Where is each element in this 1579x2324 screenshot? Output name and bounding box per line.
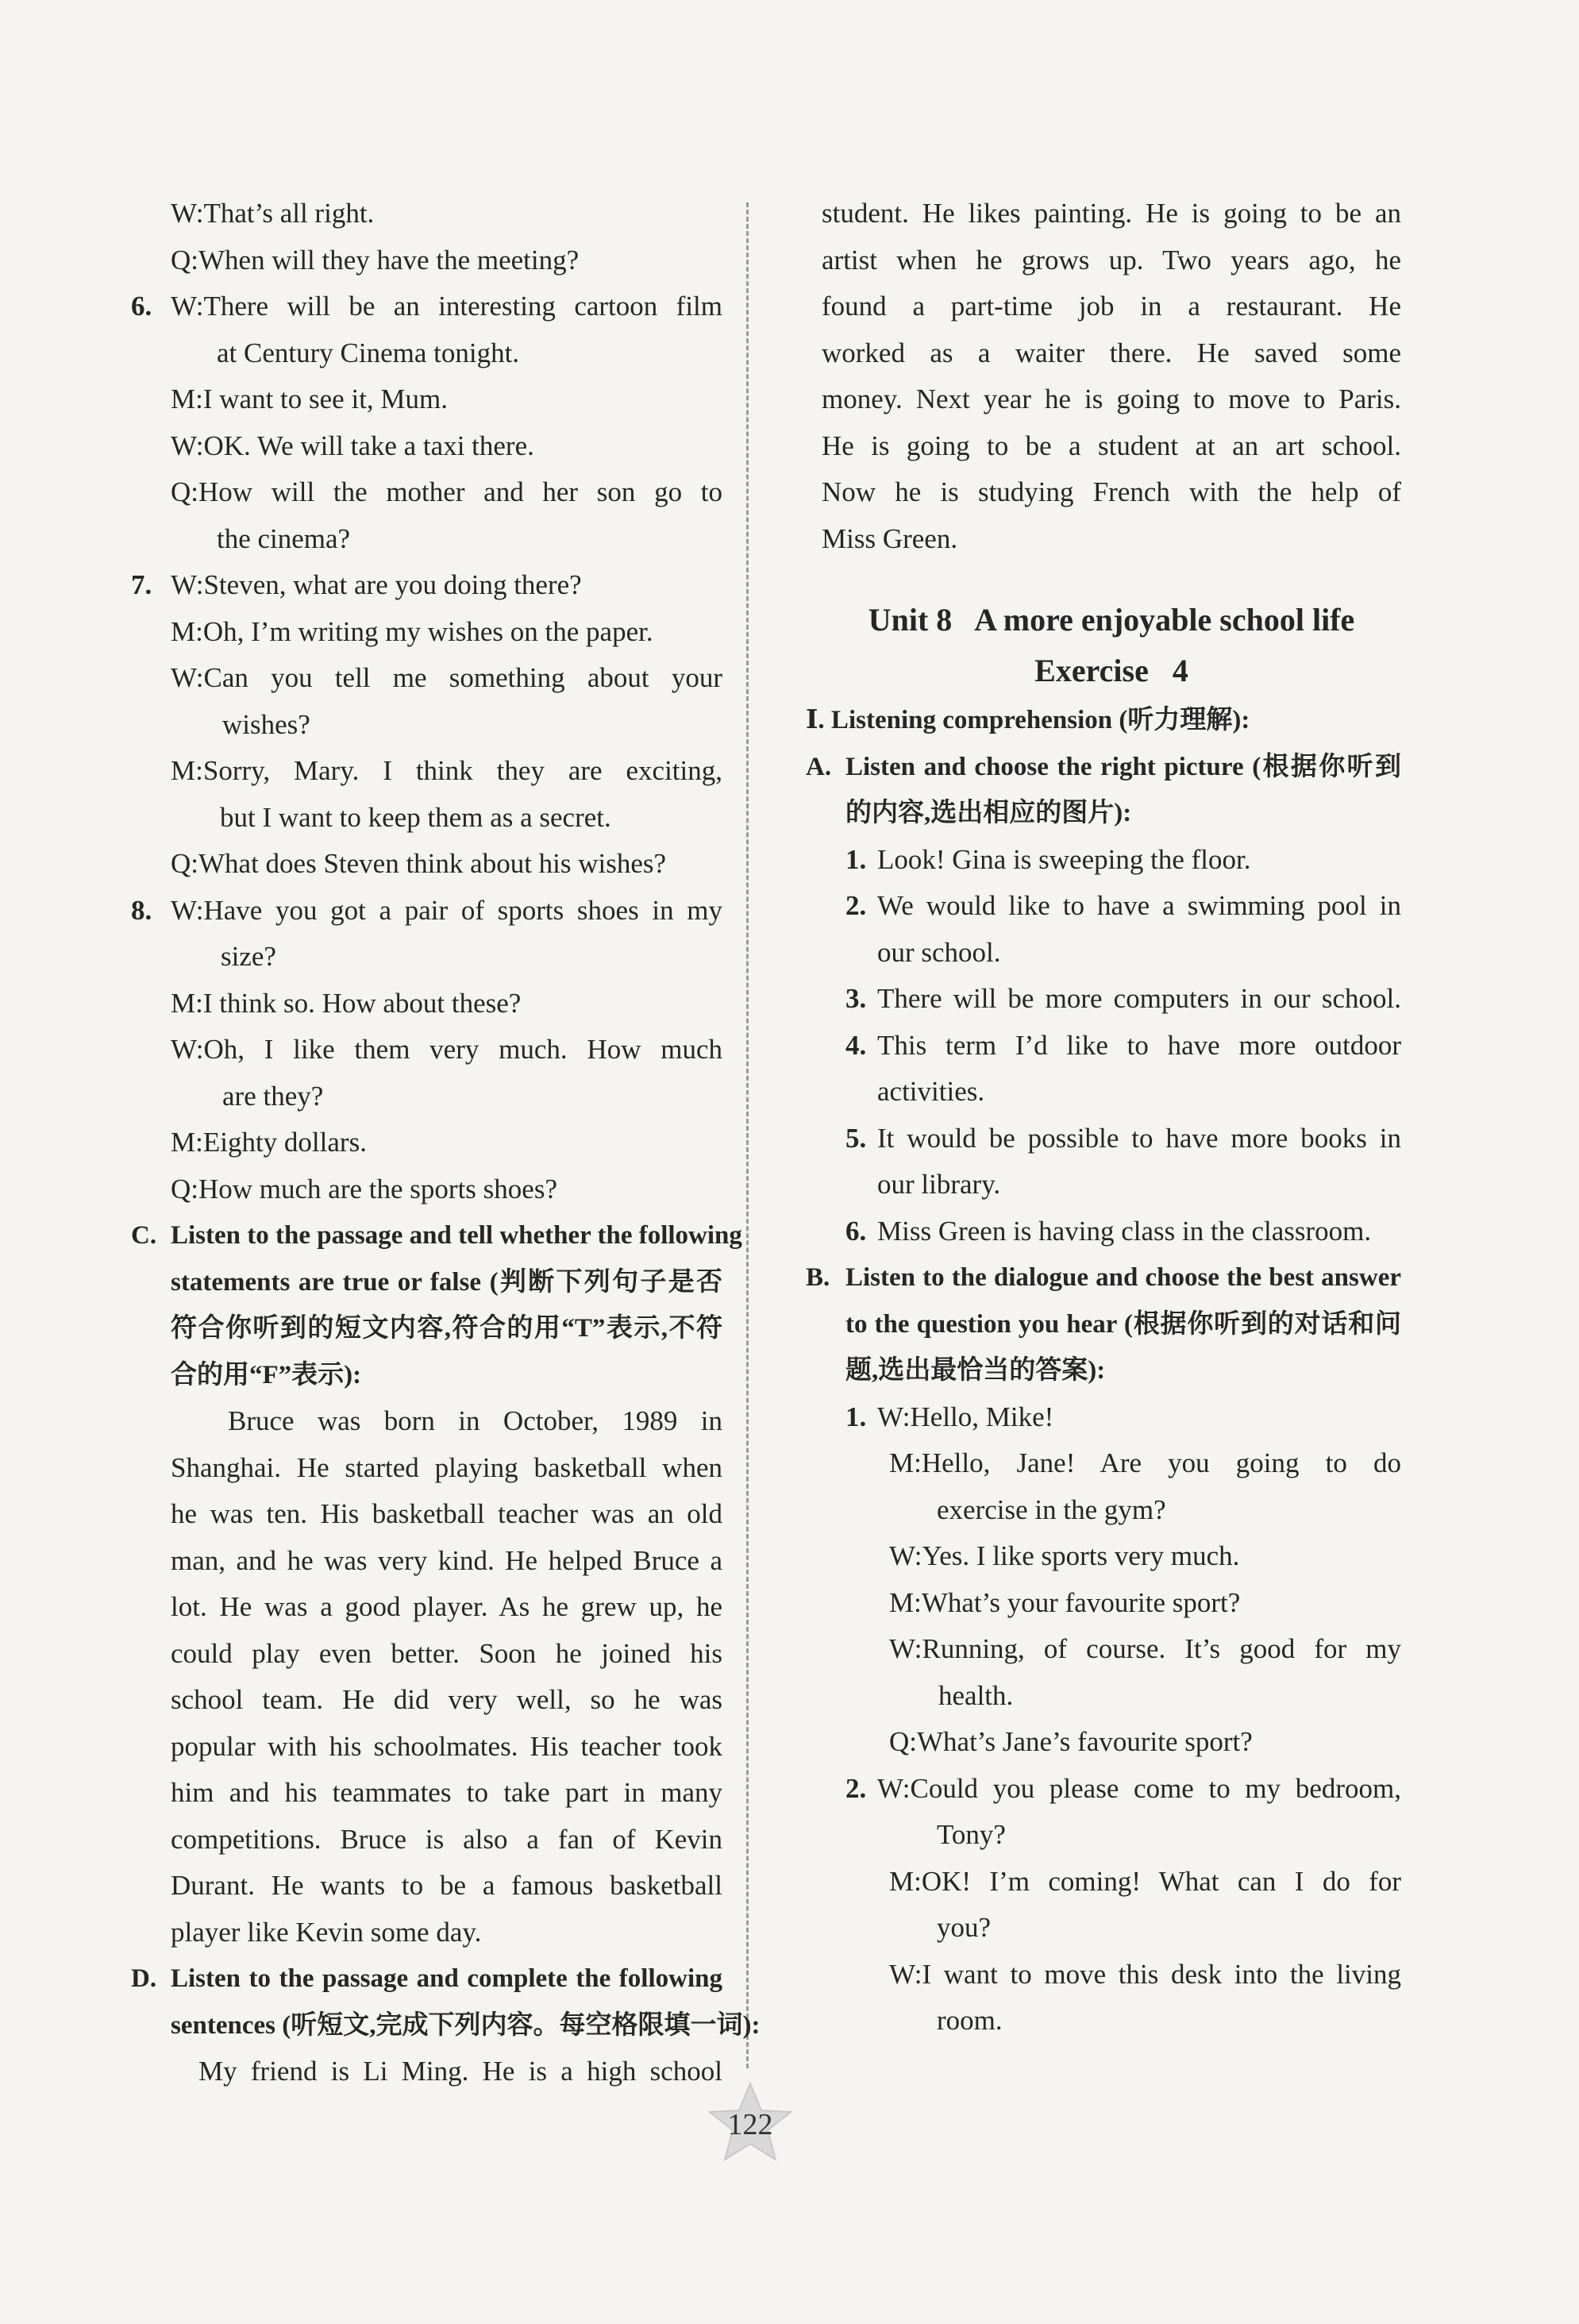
dialogue-line: 8. W:Have you got a pair of sports shoes in my bbox=[131, 894, 722, 926]
dialogue-line: M:I think so. How about these? bbox=[171, 987, 522, 1019]
section-c-instruction: statements are true or false (判断下列句子是否 bbox=[171, 1267, 722, 1297]
column-divider bbox=[746, 202, 749, 2068]
section-a-instruction: A. Listen and choose the right picture (根据你听到 bbox=[806, 752, 1401, 781]
dialogue-line: W:OK. We will take a taxi there. bbox=[171, 430, 534, 461]
passage-line: Bruce was born in October, 1989 in bbox=[228, 1405, 722, 1436]
dialogue-continuation: are they? bbox=[222, 1080, 324, 1112]
dialogue-line: M:Oh, I’m writing my wishes on the paper. bbox=[171, 615, 653, 647]
passage-line: He is going to be a student at an art school. bbox=[822, 430, 1401, 461]
dialogue-line: Q:When will they have the meeting? bbox=[171, 244, 580, 276]
section-d-instruction: D. Listen to the passage and complete the following bbox=[131, 1964, 722, 1993]
dialogue-line: M:Eighty dollars. bbox=[171, 1127, 367, 1158]
passage-line: could play even better. Soon he joined his bbox=[171, 1637, 722, 1669]
dialogue-line: 1. W:Hello, Mike! bbox=[845, 1401, 1054, 1432]
dialogue-line: M:Hello, Jane! Are you going to do bbox=[889, 1447, 1401, 1478]
dialogue-line: M:OK! I’m coming! What can I do for bbox=[889, 1865, 1401, 1897]
page-number-text: 122 bbox=[727, 2108, 773, 2141]
passage-line: Now he is studying French with the help of bbox=[822, 476, 1401, 507]
passage-line: him and his teammates to take part in many bbox=[171, 1777, 722, 1808]
dialogue-line: W:Oh, I like them very much. How much bbox=[171, 1034, 722, 1065]
passage-line: man, and he was very kind. He helped Bruce a bbox=[171, 1544, 722, 1576]
exercise-title: Exercise 4 bbox=[1034, 653, 1188, 688]
dialogue-line: M:Sorry, Mary. I think they are exciting, bbox=[171, 755, 722, 786]
dialogue-continuation: but I want to keep them as a secret. bbox=[220, 801, 611, 833]
list-item-continuation: our library. bbox=[877, 1169, 1001, 1200]
list-item: 6. Miss Green is having class in the classroom. bbox=[845, 1215, 1372, 1247]
section-b-instruction: B. Listen to the dialogue and choose the best answer bbox=[806, 1263, 1401, 1292]
dialogue-continuation: exercise in the gym? bbox=[937, 1493, 1166, 1525]
list-item: 5. It would be possible to have more books in bbox=[845, 1122, 1401, 1154]
passage-line: found a part-time job in a restaurant. He bbox=[822, 291, 1401, 322]
dialogue-line: Q:How much are the sports shoes? bbox=[171, 1173, 557, 1204]
passage-line: worked as a waiter there. He saved some bbox=[822, 337, 1401, 368]
dialogue-line: 6. W:There will be an interesting cartoon film bbox=[131, 291, 722, 322]
passage-line: he was ten. His basketball teacher was an old bbox=[171, 1498, 722, 1529]
dialogue-line: M:I want to see it, Mum. bbox=[171, 383, 449, 414]
dialogue-line: M:What’s your favourite sport? bbox=[889, 1586, 1241, 1618]
section-a-instruction: 的内容,选出相应的图片): bbox=[845, 799, 1132, 827]
dialogue-line: W:Can you tell me something about your bbox=[171, 662, 722, 693]
passage-line: Durant. He wants to be a famous basketball bbox=[171, 1870, 722, 1901]
passage-line: Miss Green. bbox=[822, 522, 958, 554]
dialogue-continuation: at Century Cinema tonight. bbox=[217, 337, 520, 368]
section-d-instruction: sentences (听短文,完成下列内容。每空格限填一词): bbox=[171, 2010, 761, 2040]
passage-line: money. Next year he is going to move to Paris. bbox=[822, 383, 1401, 414]
passage-line: popular with his schoolmates. His teacher took bbox=[171, 1730, 722, 1762]
list-item: 4. This term I’d like to have more outdoor bbox=[845, 1029, 1401, 1061]
part-heading: Ⅰ. Listening comprehension (听力理解): bbox=[806, 706, 1250, 734]
list-item: 2. We would like to have a swimming pool in bbox=[845, 890, 1401, 921]
passage-line: student. He likes painting. He is going to be an bbox=[822, 198, 1401, 229]
dialogue-line: Q:How will the mother and her son go to bbox=[171, 476, 722, 507]
dialogue-continuation: you? bbox=[937, 1912, 992, 1943]
dialogue-continuation: health. bbox=[938, 1679, 1014, 1711]
dialogue-line: W:Running, of course. It’s good for my bbox=[889, 1633, 1401, 1664]
dialogue-continuation: the cinema? bbox=[217, 522, 351, 554]
dialogue-line: Q:What does Steven think about his wishes? bbox=[171, 848, 667, 879]
unit-title: Unit 8 A more enjoyable school life bbox=[868, 602, 1355, 638]
page-number bbox=[707, 2080, 794, 2168]
dialogue-continuation: Tony? bbox=[937, 1819, 1006, 1850]
right-column bbox=[806, 191, 1401, 2045]
dialogue-line: W:Yes. I like sports very much. bbox=[889, 1540, 1240, 1571]
dialogue-continuation: room. bbox=[937, 2005, 1003, 2036]
dialogue-continuation: wishes? bbox=[222, 708, 310, 740]
section-b-instruction: to the question you hear (根据你听到的对话和问 bbox=[845, 1309, 1401, 1339]
list-item: 3. There will be more computers in our school. bbox=[845, 983, 1401, 1014]
passage-line: My friend is Li Ming. He is a high school bbox=[198, 2056, 722, 2087]
passage-line: artist when he grows up. Two years ago, he bbox=[822, 244, 1401, 276]
list-item-continuation: activities. bbox=[877, 1076, 985, 1107]
passage-line: Shanghai. He started playing basketball when bbox=[171, 1451, 722, 1483]
dialogue-line: W:That’s all right. bbox=[171, 198, 375, 229]
dialogue-continuation: size? bbox=[221, 941, 276, 972]
section-c-instruction: 合的用“F”表示): bbox=[171, 1360, 362, 1389]
list-item-continuation: our school. bbox=[877, 936, 1001, 968]
dialogue-line: W:I want to move this desk into the living bbox=[889, 1958, 1401, 1990]
passage-line: competitions. Bruce is also a fan of Kevin bbox=[171, 1823, 722, 1855]
passage-line: school team. He did very well, so he was bbox=[171, 1684, 722, 1715]
dialogue-line: 2. W:Could you please come to my bedroom, bbox=[845, 1772, 1401, 1804]
section-c-instruction: 符合你听到的短文内容,符合的用“T”表示,不符 bbox=[171, 1314, 722, 1343]
left-column bbox=[131, 191, 761, 2095]
dialogue-line: 7. W:Steven, what are you doing there? bbox=[131, 569, 582, 600]
section-b-instruction: 题,选出最恰当的答案): bbox=[845, 1356, 1106, 1385]
passage-line: lot. He was a good player. As he grew up, he bbox=[171, 1591, 722, 1622]
passage-line: player like Kevin some day. bbox=[171, 1916, 482, 1948]
list-item: 1. Look! Gina is sweeping the floor. bbox=[845, 843, 1251, 875]
dialogue-line: Q:What’s Jane’s favourite sport? bbox=[889, 1726, 1253, 1757]
section-c-instruction: C. Listen to the passage and tell whether the following bbox=[131, 1221, 742, 1250]
